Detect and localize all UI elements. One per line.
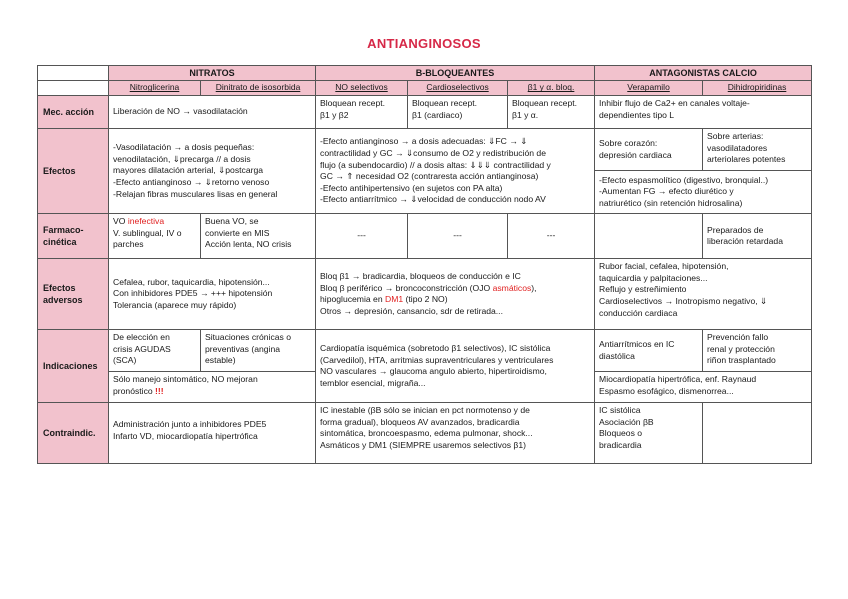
highlight-text: inefectiva [127, 216, 165, 227]
text-line: Bloquean recept. [320, 98, 385, 109]
text-line: Reflujo y estreñimiento [599, 284, 687, 295]
text-line: Antiarrítmicos en IC [599, 339, 675, 350]
text-line: Sobre corazón: [599, 138, 658, 149]
text-line: parches [113, 239, 144, 250]
text-line: depresión cardiaca [599, 149, 672, 160]
text-line: contractilidad y GC → ⇓consumo de O2 y redistribución de [320, 147, 546, 158]
text-line: dependientes tipo L [599, 109, 675, 120]
farmaco-nitroglicerina-cell [109, 214, 201, 259]
text-fragment: Bloq β periférico → broncoconstricción (OJO [320, 282, 493, 293]
text-line: sintomática, broncoespasmo, edema pulmonar, shock... [320, 428, 533, 439]
text-line: Sobre arterias: [707, 131, 764, 142]
text-line: V. sublingual, IV o [113, 227, 182, 238]
subheader-cardioselectivos: Cardioselectivos [408, 81, 508, 96]
row-label-efectos: Efectos [38, 129, 109, 214]
text-line: Otros → depresión, cansancio, sdr de retirada... [320, 305, 503, 316]
text-line: Bloquean recept. [512, 98, 577, 109]
group-header-nitratos: NITRATOS [109, 66, 316, 81]
indic-dinitrato-cell [201, 330, 316, 372]
text-line [320, 283, 590, 295]
text-line: β1 y β2 [320, 109, 349, 120]
text-line: Inhibir flujo de Ca2+ en canales voltaje- [599, 98, 750, 109]
text-line: taquicardia y palpitaciones... [599, 272, 708, 283]
text-line: conducción cardiaca [599, 307, 678, 318]
group-header-calcio: ANTAGONISTAS CALCIO [595, 66, 812, 81]
text-line: β1 (cardiaco) [412, 109, 463, 120]
text-line: preventivas (angina [205, 343, 281, 354]
farmaco-dinitrato-cell [201, 214, 316, 259]
text-line: venodilatación, ⇓precarga // a dosis [113, 153, 251, 164]
text-line: Bloquean recept. [412, 98, 477, 109]
mec-bb-noselectivos-cell [316, 96, 408, 129]
text-line: crisis AGUDAS [113, 343, 171, 354]
indic-bb-cell [316, 330, 595, 403]
highlight-text: asmáticos [492, 282, 532, 293]
efectos-dihidro-cell [703, 129, 812, 171]
text-line: GC → ⇑ necesidad O2 (contraresta acción antianginosa) [320, 171, 539, 182]
text-line: Situaciones crónicas o [205, 332, 291, 343]
text-line: Cefalea, rubor, taquicardia, hipotensión... [113, 276, 270, 287]
text-line: Buena VO, se [205, 216, 259, 227]
corner-cell [38, 66, 109, 81]
text-line: -Relajan fibras musculares lisas en general [113, 188, 278, 199]
subheader-dihidropiridinas: Dihidropiridinas [703, 81, 812, 96]
text-line: natriurético (sin retención hidrosalina) [599, 197, 743, 208]
text-line: estable) [205, 355, 236, 366]
text-line [320, 294, 590, 306]
text-fragment: hipoglucemia en [320, 294, 385, 305]
indic-nitroglicerina-cell [109, 330, 201, 372]
efectos-calcio-comun-cell [595, 171, 812, 214]
adversos-nitratos-cell [109, 259, 316, 330]
page-title: ANTIANGINOSOS [367, 36, 481, 51]
text-line: Sólo manejo sintomático, NO mejoran [113, 374, 258, 385]
indic-dihidro-cell [703, 330, 812, 372]
text-line: (Carvedilol), HTA, arritmias supraventriculares y ventriculares [320, 354, 554, 365]
text-line: -Efecto antiarrítmico → ⇓velocidad de conducción nodo AV [320, 194, 546, 205]
text-line: vasodilatadores [707, 142, 768, 153]
farmaco-bb-b1alfa-cell: --- [508, 214, 595, 259]
efectos-bb-cell [316, 129, 595, 214]
text-line: Cardioselectivos → Inotropismo negativo, ⇓ [599, 295, 768, 306]
row-label-mec-accion: Mec. acción [38, 96, 109, 129]
text-line: Miocardiopatía hipertrófica, enf. Raynaud [599, 374, 757, 385]
text-line: De elección en [113, 332, 170, 343]
corner-cell-2 [38, 81, 109, 96]
text-line: -Efecto antianginoso → a dosis adecuadas: ⇓FC → ⇓ [320, 136, 528, 147]
text-line: Cardiopatía isquémica (sobretodo β1 selectivos), IC sistólica [320, 342, 551, 353]
text-line: forma gradual), bloqueos AV avanzados, bradicardia [320, 416, 520, 427]
text-line: Con inhibidores PDE5 → +++ hipotensión [113, 288, 273, 299]
text-line: -Aumentan FG → efecto diurético y [599, 186, 734, 197]
subheader-dinitrato: Dinitrato de isosorbida [201, 81, 316, 96]
farmaco-verapamilo-cell [595, 214, 703, 259]
contra-dihidro-cell [703, 403, 812, 464]
adversos-bb-cell [316, 259, 595, 330]
contra-bb-cell [316, 403, 595, 464]
alert-marks: !!! [155, 385, 164, 396]
text-line: Espasmo esofágico, dismenorrea... [599, 385, 734, 396]
text-fragment: pronóstico [113, 385, 156, 396]
farmaco-bb-noselectivos-cell: --- [316, 214, 408, 259]
mec-bb-b1alfa-cell [508, 96, 595, 129]
text-line: NO vasculares → glaucoma angulo abierto, hipertiroidismo, [320, 366, 547, 377]
subheader-b1-alfa: β1 y α. bloq. [508, 81, 595, 96]
text-line: Asociación βB [599, 416, 654, 427]
text-line: β1 y α. [512, 109, 539, 120]
text-line: riñon trasplantado [707, 355, 776, 366]
indic-nitratos-comun-cell [109, 372, 316, 403]
text-line: -Vasodilatación → a dosis pequeñas: [113, 142, 255, 153]
indic-calcio-comun-cell [595, 372, 812, 403]
text-line: IC sistólica [599, 405, 641, 416]
group-header-betabloqueantes: B-BLOQUEANTES [316, 66, 595, 81]
text-line: bradicardia [599, 439, 642, 450]
text-line: Acción lenta, NO crisis [205, 239, 292, 250]
text-line: Asmáticos y DM1 (SIEMPRE usaremos selectivos β1) [320, 439, 527, 450]
efectos-verapamilo-cell [595, 129, 703, 171]
text-line: renal y protección [707, 343, 775, 354]
text-fragment: ), [531, 282, 537, 293]
text-line: diastólica [599, 350, 635, 361]
row-label-efectos-adversos: Efectos adversos [38, 259, 109, 330]
contra-verapamilo-cell [595, 403, 703, 464]
mec-bb-cardio-cell [408, 96, 508, 129]
indic-verapamilo-cell [595, 330, 703, 372]
antianginosos-table [37, 65, 812, 464]
text-fragment: (tipo 2 NO) [403, 294, 448, 305]
text-line: Rubor facial, cefalea, hipotensión, [599, 261, 729, 272]
text-line: temblor esencial, migraña... [320, 377, 426, 388]
row-label-indicaciones: Indicaciones [38, 330, 109, 403]
text-line: IC inestable (βB sólo se inician en pct normotenso y de [320, 405, 530, 416]
highlight-text: DM1 [385, 294, 404, 305]
text-line: Preparados de [707, 224, 764, 235]
mec-nitratos-cell: Liberación de NO → vasodilatación [109, 96, 316, 129]
farmaco-dihidro-cell [703, 214, 812, 259]
text-fragment: VO [113, 216, 128, 227]
text-line [113, 216, 196, 228]
text-line: -Efecto antihipertensivo (en sujetos con PA alta) [320, 182, 503, 193]
subheader-nitroglicerina: Nitroglicerina [109, 81, 201, 96]
text-line: flujo (a subendocardio) // a dosis altas: ⇓⇓⇓ contractilidad y [320, 159, 551, 170]
text-line: Prevención fallo [707, 332, 769, 343]
row-label-farmacocinetica: Farmaco-cinética [38, 214, 109, 259]
text-line: Tolerancia (aparece muy rápido) [113, 299, 237, 310]
text-line: Bloqueos o [599, 428, 643, 439]
farmaco-bb-cardio-cell: --- [408, 214, 508, 259]
text-line: -Efecto antianginoso → ⇓retorno venoso [113, 176, 270, 187]
text-line: (SCA) [113, 355, 137, 366]
subheader-no-selectivos: NO selectivos [316, 81, 408, 96]
text-line: Infarto VD, miocardiopatía hipertrófica [113, 430, 258, 441]
efectos-nitratos-cell [109, 129, 316, 214]
text-line: arteriolares potentes [707, 154, 786, 165]
text-line: Bloq β1 → bradicardia, bloqueos de conducción e IC [320, 270, 521, 281]
text-line: -Efecto espasmolítico (digestivo, bronquial..) [599, 174, 769, 185]
mec-calcio-cell [595, 96, 812, 129]
subheader-verapamilo: Verapamilo [595, 81, 703, 96]
adversos-calcio-cell [595, 259, 812, 330]
row-label-contraindicaciones: Contraindic. [38, 403, 109, 464]
text-line: Administración junto a inhibidores PDE5 [113, 419, 267, 430]
text-line: convierte en MIS [205, 227, 270, 238]
text-line: mayores dilatación arterial, ⇓postcarga [113, 165, 264, 176]
text-line: liberación retardada [707, 236, 783, 247]
text-line [113, 386, 311, 398]
contra-nitratos-cell [109, 403, 316, 464]
